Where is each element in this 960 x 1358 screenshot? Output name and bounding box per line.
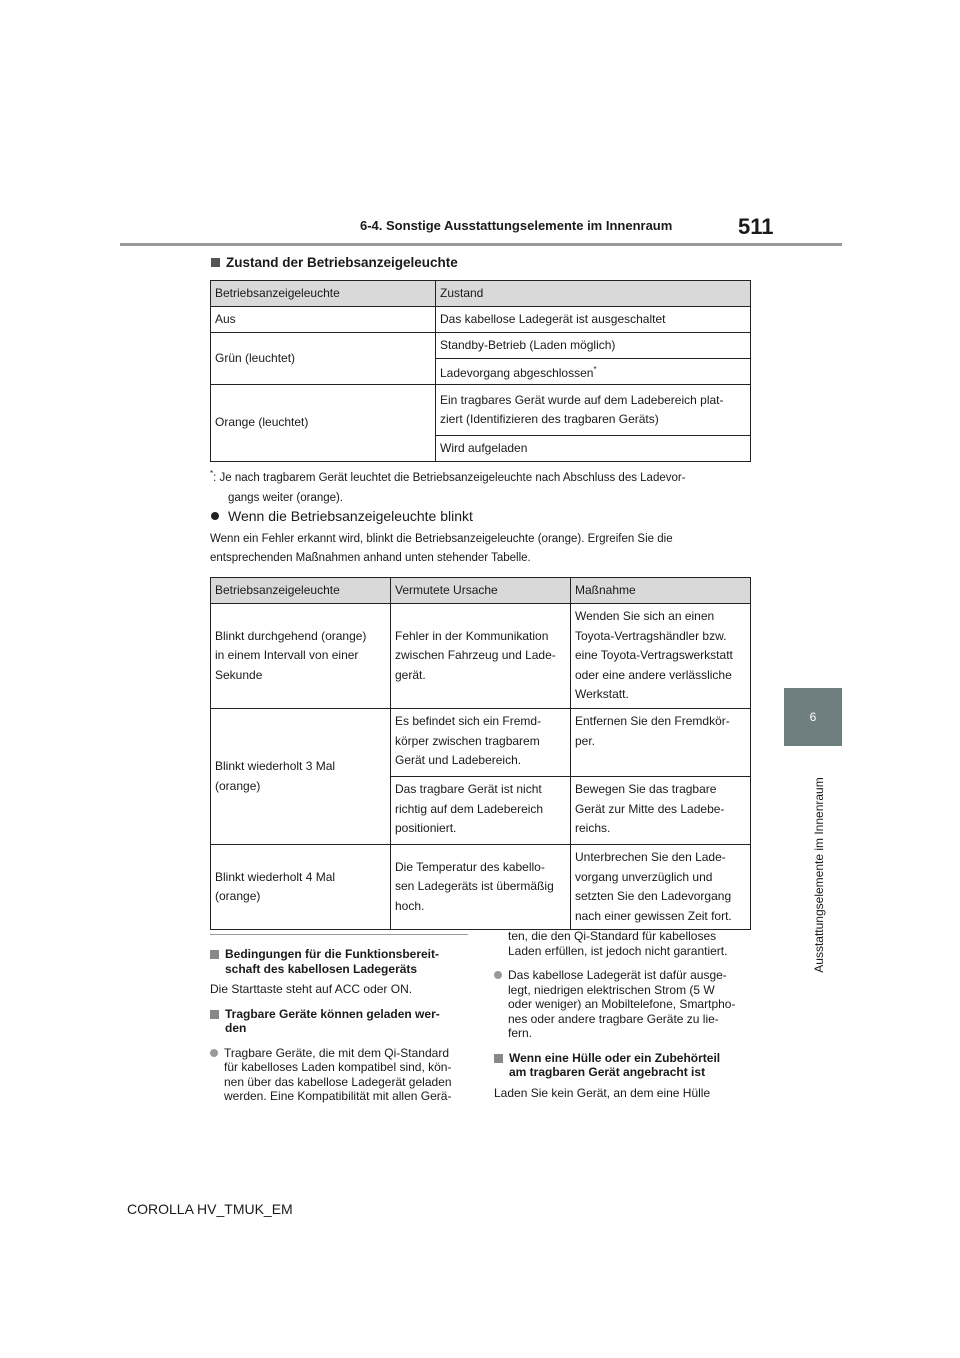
table-cell (391, 709, 571, 777)
round-bullet-icon (211, 512, 219, 520)
notes-divider (210, 934, 468, 935)
table-header-cell: Maßnahme (571, 578, 751, 604)
table-header-cell: Zustand (436, 281, 751, 307)
cell-line: Entfernen Sie den Fremdkör- (575, 714, 730, 728)
cell-line: reichs. (575, 821, 611, 835)
running-header: 6-4. Sonstige Ausstattungselemente im Innenraum (360, 218, 673, 233)
note-bullet (210, 1046, 472, 1104)
cell-line: (orange) (215, 778, 261, 793)
note-paragraph: Laden Sie kein Gerät, an dem eine Hülle (494, 1085, 711, 1100)
table-header-cell: Betriebsanzeigeleuchte (211, 281, 436, 307)
cell-line: sen Ladegeräts ist übermäßig (395, 879, 554, 894)
note-line: nes oder andere tragbare Geräte zu lie- (508, 1011, 719, 1026)
note-bullet (494, 968, 756, 1041)
table-cell (571, 709, 751, 777)
table-row (211, 845, 751, 930)
table-cell (211, 604, 391, 709)
note-line: nen über das kabellose Ladegerät geladen (224, 1074, 452, 1089)
cell-line: eine Toyota-Vertragswerkstatt (575, 648, 733, 663)
note-paragraph: Die Starttaste steht auf ACC oder ON. (210, 982, 413, 996)
footnote-line: gangs weiter (orange). (228, 491, 344, 504)
section-heading-text: Wenn die Betriebsanzeigeleuchte blinkt (228, 508, 473, 524)
cell-line: körper zwischen tragbarem (395, 733, 540, 748)
table-header-cell: Vermutete Ursache (391, 578, 571, 604)
square-bullet-icon (211, 258, 220, 267)
cell-line: Werkstatt. (575, 687, 629, 702)
cell-line: Blinkt wiederholt 4 Mal (215, 869, 336, 884)
chapter-side-label (812, 760, 832, 990)
table-cell (211, 709, 391, 845)
footer-model: COROLLA HV_TMUK_EM (127, 1201, 293, 1217)
chapter-number: 6 (809, 710, 817, 724)
table-cell: Wird aufgeladen (436, 436, 751, 462)
note-line: für kabelloses Laden kompatibel sind, kön- (224, 1060, 452, 1074)
cell-line: Unterbrechen Sie den Lade- (575, 850, 726, 864)
cell-line: richtig auf dem Ladebereich (395, 801, 544, 816)
footnote (210, 464, 755, 508)
cell-line: Wenden Sie sich an einen (575, 609, 715, 624)
cell-line: gerät. (395, 667, 426, 682)
note-line: Laden erfüllen, ist jedoch nicht garantiert. (508, 943, 728, 958)
table-row (211, 385, 751, 436)
cell-line: Blinkt durchgehend (orange) (215, 628, 367, 643)
note-line: legt, niedrigen elektrischen Strom (5 W (508, 982, 715, 997)
note-heading-line: Bedingungen für die Funktionsbereit- (225, 947, 439, 961)
cell-text: Ladevorgang abgeschlossen (440, 365, 594, 380)
table-cell: Orange (leuchtet) (211, 385, 436, 462)
cell-line: nach einer gewissen Zeit fort. (575, 908, 732, 923)
note-line: fern. (508, 1026, 533, 1040)
notes-column-left (210, 941, 472, 1104)
notes-column-right (494, 929, 756, 1100)
cell-line: Sekunde (215, 667, 263, 682)
round-bullet-icon (210, 1049, 218, 1057)
table-header-row (211, 281, 751, 307)
header-rule (120, 243, 842, 246)
footnote-marker: * (210, 469, 214, 478)
square-bullet-icon (210, 950, 219, 959)
cell-line: oder eine andere verlässliche (575, 667, 732, 682)
table-cell: Das kabellose Ladegerät ist ausgeschaltet (436, 307, 751, 333)
cell-line: Gerät und Ladebereich. (395, 753, 522, 767)
blinking-table (210, 577, 751, 930)
note-heading-line: Tragbare Geräte können geladen wer- (225, 1006, 440, 1021)
cell-line: Gerät zur Mitte des Ladebe- (575, 801, 725, 816)
cell-line: Ein tragbares Gerät wurde auf dem Ladebereich plat- (440, 392, 724, 407)
section-heading-blinking (211, 508, 473, 524)
square-bullet-icon (210, 1010, 219, 1019)
note-heading (494, 1051, 756, 1080)
note-heading-line: Wenn eine Hülle oder ein Zubehörteil (509, 1050, 721, 1065)
cell-line: Toyota-Vertragshändler bzw. (575, 628, 727, 643)
table-row (211, 307, 751, 333)
paragraph-line: Wenn ein Fehler erkannt wird, blinkt die Betriebsanzeigeleuchte (orange). Ergreifen Sie die (210, 533, 673, 545)
cell-line: zwischen Fahrzeug und Lade- (395, 648, 556, 663)
table-header-row (211, 578, 751, 604)
cell-line: per. (575, 733, 596, 748)
cell-line: Die Temperatur des kabello- (395, 859, 545, 874)
note-heading-line: schaft des kabellosen Ladegeräts (225, 961, 418, 976)
footnote-marker: * (593, 364, 597, 374)
cell-line: Bewegen Sie das tragbare (575, 782, 717, 796)
table-cell (571, 845, 751, 930)
table-row (211, 604, 751, 709)
table-cell (571, 777, 751, 845)
table-header-cell: Betriebsanzeigeleuchte (211, 578, 391, 604)
note-line: werden. Eine Kompatibilität mit allen Gerä- (224, 1089, 452, 1103)
section-heading-text: Zustand der Betriebsanzeigeleuchte (226, 255, 458, 270)
cell-line: in einem Intervall von einer (215, 648, 359, 663)
cell-line: Das tragbare Gerät ist nicht (395, 782, 542, 796)
note-line: oder weniger) an Mobiltelefone, Smartpho- (508, 997, 736, 1011)
table-cell (211, 845, 391, 930)
intro-paragraph (210, 530, 755, 568)
cell-line: Es befindet sich ein Fremd- (395, 714, 542, 728)
note-line: ten, die den Qi-Standard für kabelloses (508, 929, 717, 943)
chapter-tab (784, 688, 842, 746)
footnote-line: : Je nach tragbarem Gerät leuchtet die Betriebsanzeigeleuchte nach Abschluss des Ladevor- (213, 471, 686, 484)
paragraph-line: entsprechenden Maßnahmen anhand unten stehender Tabelle. (210, 552, 531, 564)
square-bullet-icon (494, 1054, 503, 1063)
cell-line: ziert (Identifizieren des tragbaren Geräts) (440, 412, 659, 426)
table-cell (391, 845, 571, 930)
cell-line: vorgang unverzüglich und (575, 869, 713, 884)
table-cell: Aus (211, 307, 436, 333)
section-heading-status (211, 255, 458, 270)
status-table (210, 280, 751, 462)
cell-line: hoch. (395, 898, 425, 913)
cell-line: setzten Sie den Ladevorgang (575, 889, 732, 903)
table-row (211, 333, 751, 359)
table-cell (571, 604, 751, 709)
note-heading-line: am tragbaren Gerät angebracht ist (509, 1065, 706, 1079)
chapter-side-label-text: Ausstattungselemente im Innenraum (812, 777, 826, 973)
table-cell (391, 777, 571, 845)
note-continuation (508, 929, 756, 958)
note-line: Das kabellose Ladegerät ist dafür ausge- (508, 968, 727, 982)
note-heading-line: den (225, 1021, 247, 1035)
table-cell: Standby-Betrieb (Laden möglich) (436, 333, 751, 359)
table-cell (436, 385, 751, 436)
table-cell: Grün (leuchtet) (211, 333, 436, 385)
cell-line: (orange) (215, 889, 261, 903)
table-cell (436, 359, 751, 385)
note-line: Tragbare Geräte, die mit dem Qi-Standard (224, 1045, 449, 1060)
page-number: 511 (738, 214, 774, 239)
note-heading (210, 1007, 472, 1036)
table-row (211, 709, 751, 777)
round-bullet-icon (494, 971, 502, 979)
cell-line: Fehler in der Kommunikation (395, 628, 549, 643)
cell-line: positioniert. (395, 821, 457, 835)
note-heading (210, 947, 472, 976)
cell-line: Blinkt wiederholt 3 Mal (215, 759, 336, 773)
table-cell (391, 604, 571, 709)
